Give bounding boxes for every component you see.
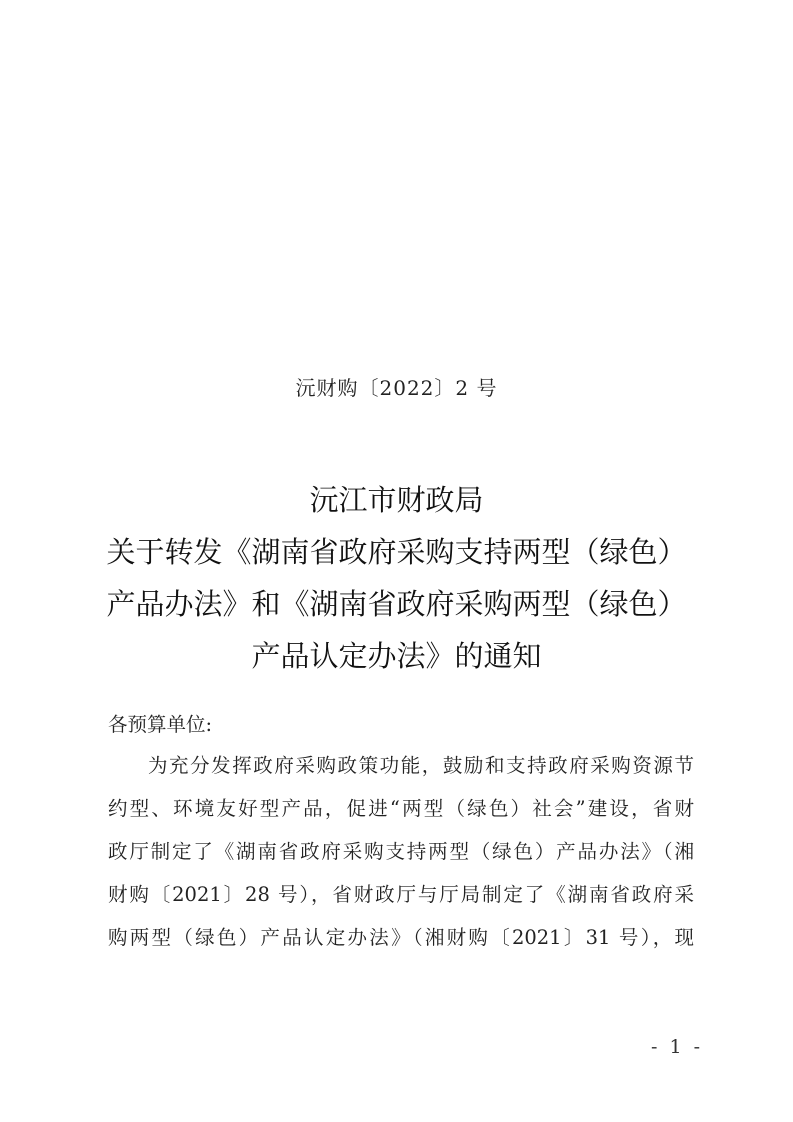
body-text-line: 政厅制定了《湖南省政府采购支持两型（绿色）产品办法》（湘 <box>108 840 694 863</box>
title-line: 关于转发《湖南省政府采购支持两型（绿色） <box>106 535 687 569</box>
body-text-line: 为充分发挥政府采购政策功能，鼓励和支持政府采购资源节 <box>148 754 694 777</box>
page-number: - 1 - <box>650 1036 703 1058</box>
title-line: 沅江市财政局 <box>309 483 484 517</box>
body-text-line: 约型、环境友好型产品，促进“两型（绿色）社会”建设，省财 <box>108 797 694 820</box>
salutation: 各预算单位: <box>108 713 213 736</box>
document-title <box>90 474 703 682</box>
body-text-line: 财购〔2021〕28 号），省财政厅与厅局制定了《湖南省政府采 <box>108 883 694 906</box>
body-text-line: 购两型（绿色）产品认定办法》（湘财购〔2021〕31 号），现 <box>108 926 694 949</box>
title-line: 产品办法》和《湖南省政府采购两型（绿色） <box>106 587 687 621</box>
document-body <box>108 706 694 959</box>
document-number: 沅财购〔2022〕2 号 <box>295 376 498 400</box>
title-line: 产品认定办法》的通知 <box>251 639 542 673</box>
